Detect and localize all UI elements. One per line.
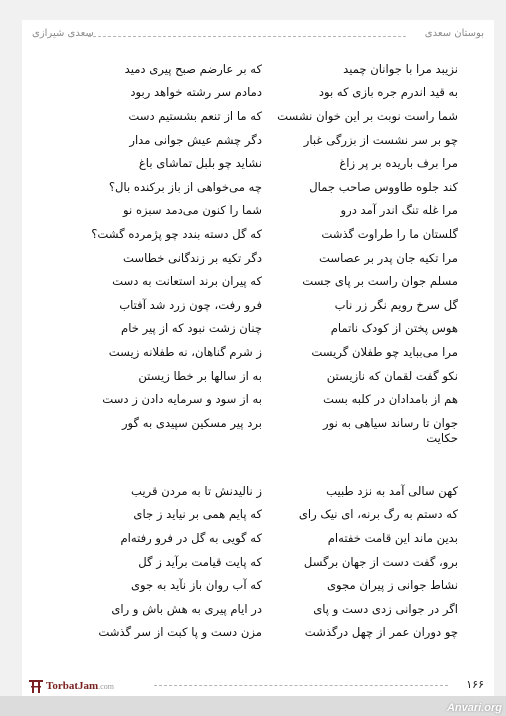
hemistich-right: کند جلوه طاووس صاحب جمال [309,179,458,194]
hemistich-left: مزن دست و پا کبت از سر گذشت [98,625,262,640]
verse-line [22,479,494,503]
document-page [22,20,494,696]
hemistich-left: ز نالیدنش تا به مردن قریب [131,483,262,498]
verse-line [22,597,494,621]
hemistich-right: بدین ماند این قامت خفته‌ام [327,530,458,545]
poem-block-2 [22,479,494,644]
hemistich-left: چنان زشت نبود که از پیر خام [121,321,262,336]
running-header [32,28,484,44]
site-logo[interactable] [28,677,114,695]
hemistich-right: گل سرخ رویم نگر زر ناب [334,297,458,312]
verse-line [22,269,494,293]
verse-line [22,222,494,246]
verse-line [22,387,494,411]
hemistich-right: جوان تا رساند سیاهی به نور [322,415,458,430]
hemistich-left: که ما از تنعم بشستیم دست [128,108,262,123]
hemistich-right: شما راست نوبت بر این خوان نشست [277,108,458,123]
hemistich-left: ز شرم گناهان، نه طفلانه زیست [108,344,262,359]
hemistich-right: نشاط جوانی ز پیران مجوی [326,578,458,593]
hemistich-right: مرا برف باریده بر پر زاغ [339,156,458,171]
hemistich-right: نکو گفت لقمان که نازیستن [326,368,458,383]
hemistich-left: دمادم سر رشته خواهد ربود [130,85,262,100]
footer-divider [154,685,448,686]
hemistich-left: برد پیر مسکین سپیدی به گور [121,415,262,430]
verse-line [22,128,494,152]
hemistich-right: کهن سالی آمد به نزد طبیب [326,483,458,498]
verse-line [22,573,494,597]
verse-line [22,550,494,574]
hemistich-right: که دستم به رگ برنه، ای نیک رای [298,507,458,522]
hemistich-right: اگر در جوانی زدی دست و پای [313,601,458,616]
hemistich-right: مرا تکیه جان پدر بر عصاست [319,250,458,265]
verse-line [22,317,494,341]
section-title: حکایت [426,431,458,445]
page-footer [28,677,488,695]
verse-line [22,81,494,105]
verse-line [22,246,494,270]
hemistich-right: نزیبد مرا با جوانان چمید [343,61,458,76]
page-number: ۱۶۶ [466,678,484,691]
hemistich-left: دگر تکیه بر زندگانی خطاست [123,250,262,265]
hemistich-right: به قید اندرم جره بازی که بود [318,85,458,100]
author-name: سعدی شیرازی [32,28,94,39]
watermark: Anvari.org [446,702,502,714]
verse-line [22,503,494,527]
hemistich-right: مرا می‌بباید چو طفلان گریست [311,344,458,359]
hemistich-right: هوس پختن از کودک ناتمام [330,321,458,336]
hemistich-right: مرا غله تنگ اندر آمد درو [340,203,458,218]
hemistich-left: به از سالها بر خطا زیستن [138,368,262,383]
verse-line [22,340,494,364]
verse-line [22,57,494,81]
poem-block-1 [22,57,494,435]
hemistich-left: نشاید چو بلبل تماشای باغ [138,156,262,171]
hemistich-right: گلستان ما را طراوت گذشت [321,226,458,241]
hemistich-right: مسلم جوان راست بر پای جست [302,274,458,289]
hemistich-right: برو، گفت دست از جهان برگسل [303,554,458,569]
hemistich-left: که گل دسته بندد چو پژمرده گشت؟ [91,226,262,241]
verse-line [22,364,494,388]
hemistich-right: هم از بامدادان در کلبه بست [322,392,458,407]
hemistich-left: که پایم همی بر نیاید ز جای [133,507,262,522]
hemistich-left: که پیران برند استعانت به دست [112,274,262,289]
header-divider [88,36,406,37]
bottom-strip [0,696,506,716]
book-title: بوستان سعدی [424,28,484,39]
logo-suffix: .com [98,682,114,691]
verse-line [22,621,494,645]
hemistich-left: که گویی به گل در فرو رفته‌ام [120,530,262,545]
torbatjam-logo-icon [28,678,44,694]
verse-line [22,175,494,199]
verse-line [22,104,494,128]
hemistich-right: چو دوران عمر از چهل درگذشت [304,625,458,640]
hemistich-left: که پایت قیامت برآید ز گل [138,554,262,569]
verse-line [22,199,494,223]
hemistich-left: فرو رفت، چون زرد شد آفتاب [119,297,262,312]
hemistich-left: به از سود و سرمایه دادن ز دست [102,392,262,407]
hemistich-left: که بر عارضم صبح پیری دمید [124,61,262,76]
logo-text: TorbatJam [46,680,99,692]
hemistich-left: دگر چشم عیش جوانی مدار [129,132,262,147]
verse-line [22,293,494,317]
verse-line [22,411,494,435]
hemistich-left: چه می‌خواهی از باز برکنده بال؟ [108,179,262,194]
hemistich-left: در ایام پیری به هش باش و رای [111,601,262,616]
verse-line [22,151,494,175]
hemistich-left: شما را کنون می‌دمد سبزه نو [123,203,262,218]
verse-line [22,526,494,550]
hemistich-right: چو بر سر نشست از بزرگی غبار [303,132,458,147]
hemistich-left: که آب روان باز نآید به جوی [130,578,262,593]
